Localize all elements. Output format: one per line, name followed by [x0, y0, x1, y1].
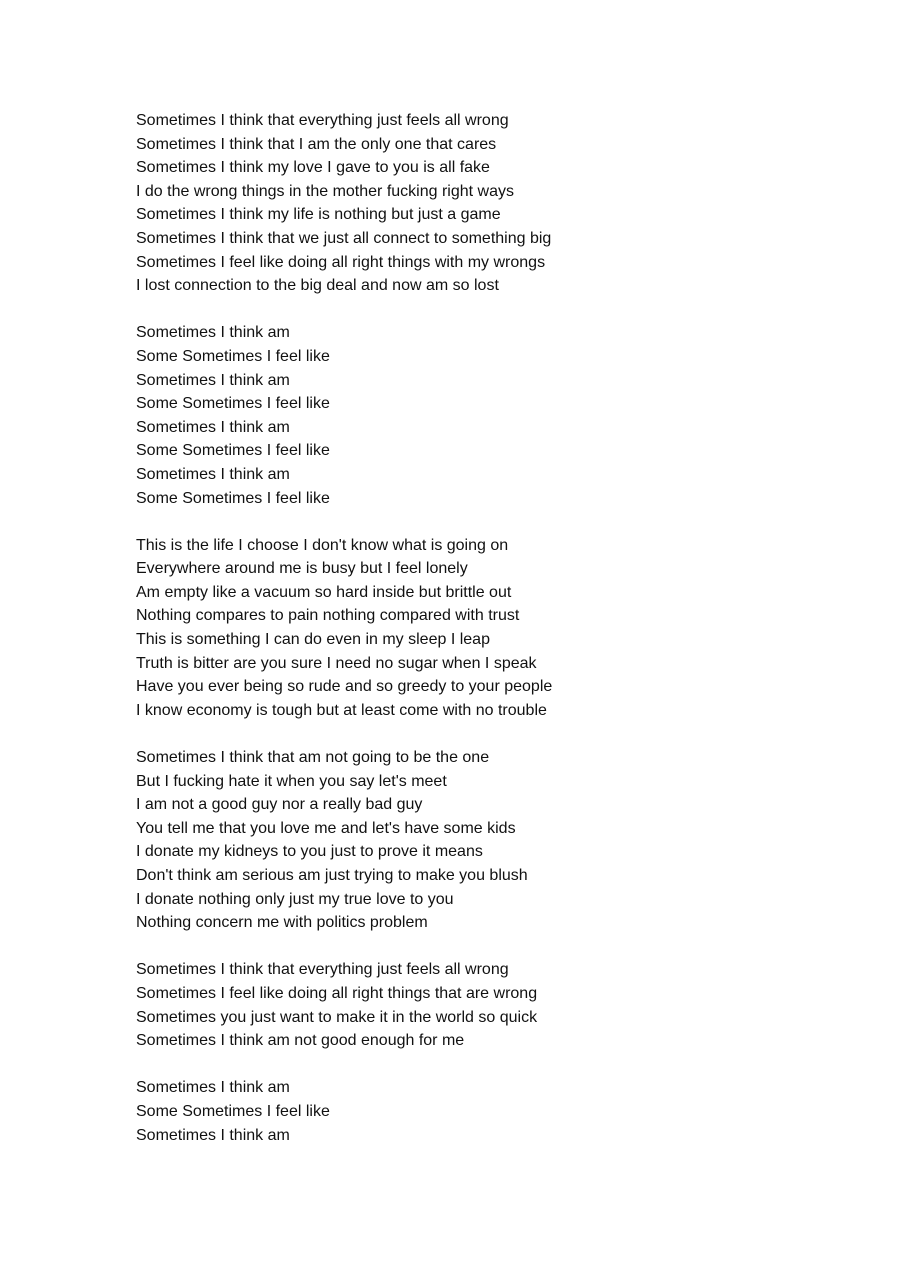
stanza-2 [136, 321, 836, 510]
lyric-line: Nothing concern me with politics problem [136, 914, 428, 932]
lyric-line: I do the wrong things in the mother fucking right ways [136, 182, 514, 200]
lyric-line: This is something I can do even in my sleep I leap [136, 631, 490, 649]
lyric-line: Sometimes I think that I am the only one that cares [136, 135, 497, 153]
lyric-line: Sometimes I think my life is nothing but just a game [136, 206, 501, 224]
lyric-line: Some Sometimes I feel like [136, 1102, 330, 1120]
lyric-line: Sometimes I think am not good enough for me [136, 1032, 465, 1050]
stanza-6 [136, 1076, 836, 1147]
stanza-3 [136, 534, 836, 723]
lyric-line: Have you ever being so rude and so greedy to your people [136, 678, 553, 696]
lyric-line: I know economy is tough but at least come with no trouble [136, 701, 547, 719]
stanza-4 [136, 746, 836, 935]
lyric-line: Everywhere around me is busy but I feel lonely [136, 560, 468, 578]
lyric-line: I lost connection to the big deal and now am so lost [136, 277, 499, 295]
lyric-line: Nothing compares to pain nothing compared with trust [136, 607, 520, 625]
lyric-line: Sometimes I think am [136, 1126, 290, 1144]
lyric-line: Sometimes you just want to make it in the world so quick [136, 1008, 538, 1026]
lyric-line: Sometimes I feel like doing all right things that are wrong [136, 984, 538, 1002]
lyric-line: I donate my kidneys to you just to prove it means [136, 843, 483, 861]
lyric-line: Some Sometimes I feel like [136, 442, 330, 460]
lyric-line: Sometimes I think that everything just feels all wrong [136, 961, 509, 979]
lyric-line: Some Sometimes I feel like [136, 489, 330, 507]
lyric-line: This is the life I choose I don't know what is going on [136, 536, 509, 554]
lyric-line: Sometimes I think my love I gave to you is all fake [136, 159, 490, 177]
lyric-line: Sometimes I think am [136, 465, 290, 483]
lyrics-document [136, 109, 836, 1171]
lyric-line: Don't think am serious am just trying to make you blush [136, 867, 528, 884]
lyric-line: I am not a good guy nor a really bad guy [136, 796, 423, 814]
lyric-line: Sometimes I think that we just all connect to something big [136, 229, 552, 247]
lyric-line: Some Sometimes I feel like [136, 395, 330, 413]
lyric-line: Sometimes I think that am not going to be the one [136, 749, 490, 767]
lyric-line: I donate nothing only just my true love to you [136, 890, 454, 908]
lyric-line: Sometimes I think am [136, 1079, 290, 1097]
lyric-line: Sometimes I think am [136, 324, 290, 342]
stanza-1 [136, 109, 836, 298]
lyric-line: Sometimes I think am [136, 418, 290, 436]
lyric-line: You tell me that you love me and let's have some kids [136, 819, 516, 837]
lyric-line: Sometimes I feel like doing all right things with my wrongs [136, 253, 546, 271]
lyric-line: Am empty like a vacuum so hard inside but brittle out [136, 583, 512, 601]
lyric-line: But I fucking hate it when you say let's meet [136, 772, 447, 790]
lyric-line: Sometimes I think that everything just feels all wrong [136, 112, 509, 129]
lyric-line: Sometimes I think am [136, 371, 290, 389]
lyric-line: Some Sometimes I feel like [136, 347, 330, 365]
lyric-line: Truth is bitter are you sure I need no sugar when I speak [136, 654, 537, 672]
stanza-5 [136, 958, 836, 1052]
